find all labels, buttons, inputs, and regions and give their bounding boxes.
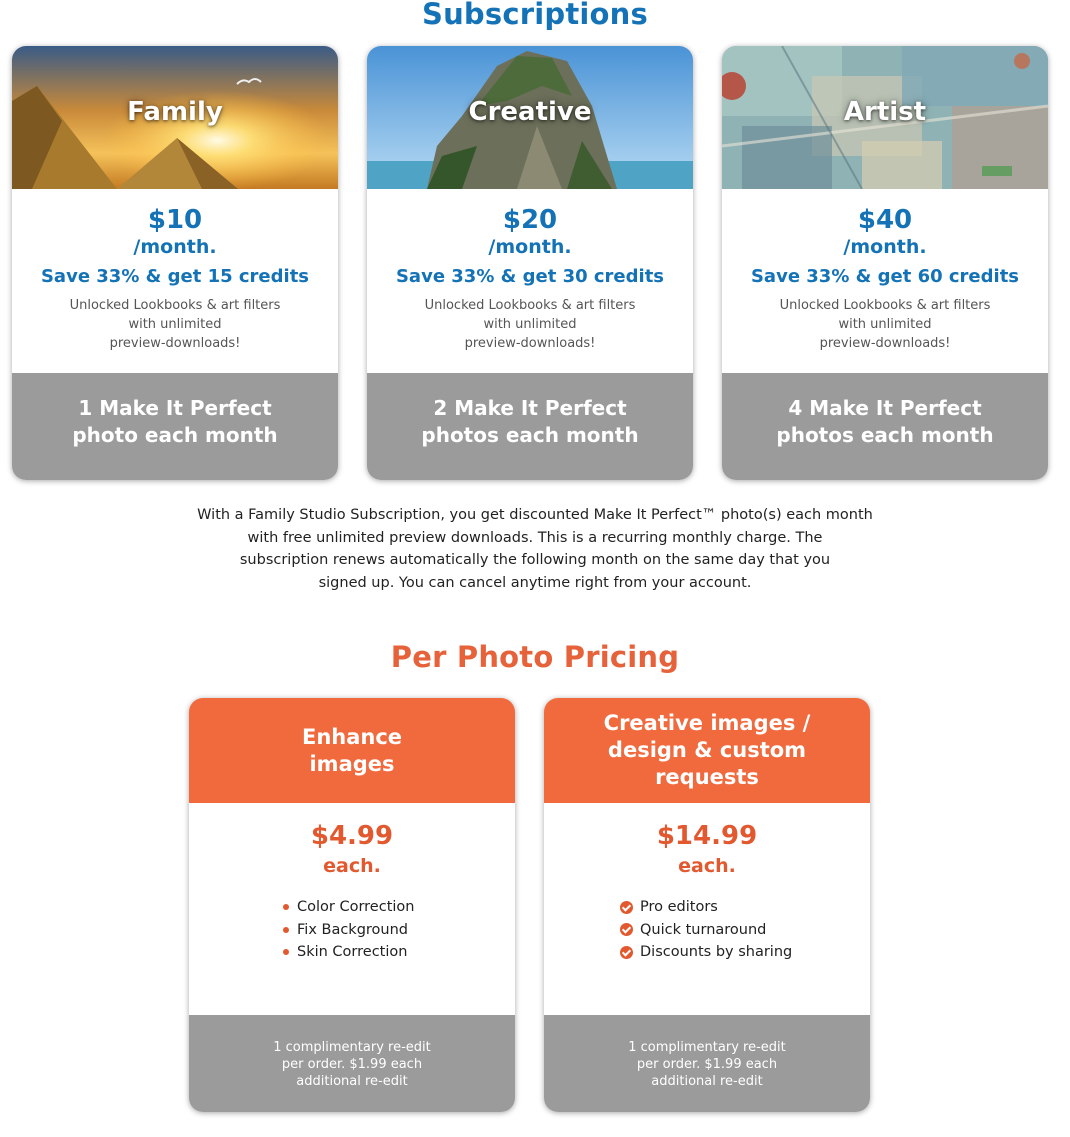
feature-label: Discounts by sharing bbox=[640, 944, 793, 960]
enhance-feature-list bbox=[283, 896, 414, 964]
feature-label: Color Correction bbox=[297, 899, 415, 915]
list-item bbox=[620, 941, 792, 964]
creative-images-heading bbox=[544, 698, 870, 803]
check-circle-icon bbox=[620, 901, 633, 914]
heading-line: requests bbox=[655, 765, 759, 789]
creative-per-month: /month. bbox=[488, 236, 572, 258]
creative-description bbox=[367, 296, 693, 353]
family-price: $10 bbox=[147, 205, 203, 235]
creative-footer bbox=[367, 373, 693, 480]
enhance-price: $4.99 bbox=[310, 821, 394, 851]
footer-line: 1 complimentary re-edit bbox=[628, 1040, 786, 1055]
artist-per-month: /month. bbox=[843, 236, 927, 258]
list-item bbox=[620, 919, 792, 942]
footer-line: photos each month bbox=[776, 423, 994, 447]
creative-price: $20 bbox=[502, 205, 558, 235]
heading-line: Enhance bbox=[301, 724, 403, 749]
feature-label: Fix Background bbox=[297, 921, 409, 938]
heading-line: images bbox=[309, 751, 395, 776]
list-item bbox=[283, 896, 414, 919]
desc-line: with unlimited bbox=[128, 317, 222, 332]
per-photo-pricing-title: Per Photo Pricing bbox=[390, 640, 680, 674]
desc-line: preview-downloads! bbox=[464, 336, 596, 351]
artist-price: $40 bbox=[857, 205, 913, 235]
desc-line: Unlocked Lookbooks & art filters bbox=[779, 298, 991, 313]
desc-line: with unlimited bbox=[483, 317, 577, 332]
creative-images-feature-list bbox=[620, 896, 792, 964]
creative-images-each: each. bbox=[678, 855, 736, 877]
list-item bbox=[283, 941, 414, 964]
enhance-heading bbox=[189, 698, 515, 803]
footer-line: additional re-edit bbox=[296, 1074, 408, 1089]
family-plan-name: Family bbox=[127, 97, 223, 127]
bullet-icon bbox=[283, 927, 289, 933]
desc-line: Unlocked Lookbooks & art filters bbox=[69, 298, 281, 313]
creative-save-text: Save 33% & get 30 credits bbox=[395, 266, 665, 287]
creative-images-price: $14.99 bbox=[656, 821, 758, 851]
check-circle-icon bbox=[620, 923, 633, 936]
feature-label: Skin Correction bbox=[297, 944, 408, 960]
check-circle-icon bbox=[620, 946, 633, 959]
artist-plan-name: Artist bbox=[843, 97, 927, 127]
subscription-card-creative[interactable] bbox=[367, 46, 693, 480]
creative-images-footer bbox=[544, 1015, 870, 1112]
footer-line: photos each month bbox=[421, 423, 639, 447]
subscription-note bbox=[0, 504, 1070, 594]
subscriptions-title: Subscriptions bbox=[422, 0, 648, 31]
list-item bbox=[620, 896, 792, 919]
bullet-icon bbox=[283, 904, 289, 910]
family-per-month: /month. bbox=[133, 236, 217, 258]
subscription-card-family[interactable] bbox=[12, 46, 338, 480]
note-line: with free unlimited preview downloads. This is a recurring monthly charge. The bbox=[247, 529, 823, 546]
creative-plan-name: Creative bbox=[468, 97, 592, 127]
subscription-card-artist[interactable] bbox=[722, 46, 1048, 480]
artist-footer bbox=[722, 373, 1048, 480]
heading-line: design & custom bbox=[607, 738, 807, 762]
artist-hero-image bbox=[722, 46, 1048, 189]
family-description bbox=[12, 296, 338, 353]
list-item bbox=[283, 919, 414, 942]
desc-line: preview-downloads! bbox=[819, 336, 951, 351]
footer-line: 1 Make It Perfect bbox=[78, 396, 272, 420]
artist-description bbox=[722, 296, 1048, 353]
family-footer bbox=[12, 373, 338, 480]
family-save-text: Save 33% & get 15 credits bbox=[40, 266, 310, 287]
footer-line: 1 complimentary re-edit bbox=[273, 1040, 431, 1055]
creative-hero-image bbox=[367, 46, 693, 189]
footer-line: 2 Make It Perfect bbox=[433, 396, 627, 420]
enhance-footer bbox=[189, 1015, 515, 1112]
footer-line: per order. $1.99 each bbox=[636, 1057, 778, 1072]
heading-line: Creative images / bbox=[603, 711, 811, 735]
note-line: With a Family Studio Subscription, you get discounted Make It Perfect™ photo(s) each month bbox=[197, 507, 873, 523]
footer-line: 4 Make It Perfect bbox=[788, 396, 982, 420]
footer-line: additional re-edit bbox=[651, 1074, 763, 1089]
bullet-icon bbox=[283, 949, 289, 955]
desc-line: with unlimited bbox=[838, 317, 932, 332]
pricing-card-enhance[interactable] bbox=[189, 698, 515, 1112]
artist-save-text: Save 33% & get 60 credits bbox=[750, 266, 1020, 287]
footer-line: photo each month bbox=[72, 423, 278, 447]
enhance-each: each. bbox=[323, 855, 381, 877]
feature-label: Pro editors bbox=[640, 899, 718, 915]
footer-line: per order. $1.99 each bbox=[281, 1057, 423, 1072]
feature-label: Quick turnaround bbox=[640, 921, 767, 938]
desc-line: preview-downloads! bbox=[109, 336, 241, 351]
desc-line: Unlocked Lookbooks & art filters bbox=[424, 298, 636, 313]
pricing-card-creative-images[interactable] bbox=[544, 698, 870, 1112]
family-hero-image bbox=[12, 46, 338, 189]
note-line: subscription renews automatically the following month on the same day that you bbox=[239, 552, 831, 568]
note-line: signed up. You can cancel anytime right from your account. bbox=[318, 574, 752, 591]
